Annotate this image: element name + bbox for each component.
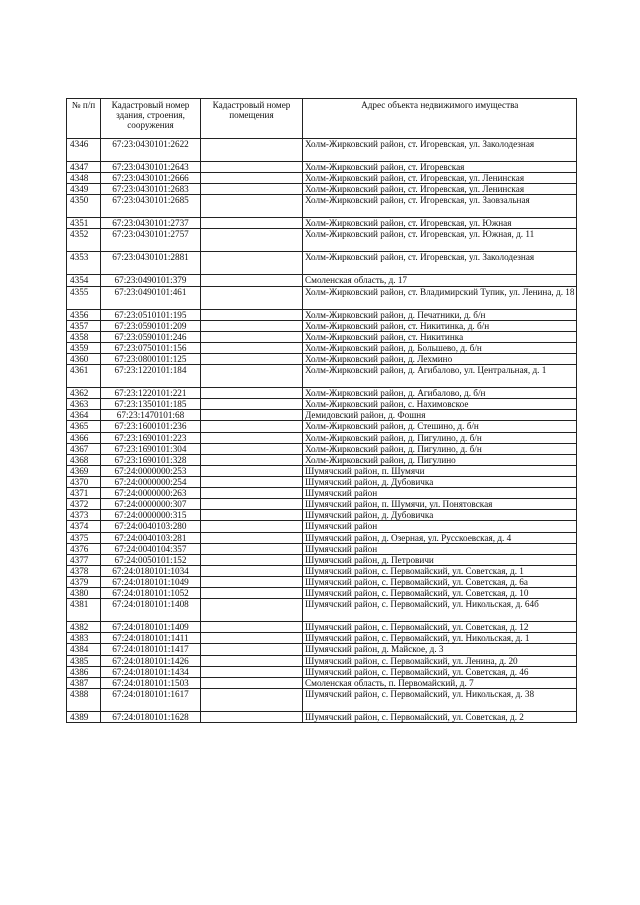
address-cell: Холм-Жирковский район, ст. Никитинка, д. б/н [303, 320, 577, 331]
room-cadastral-number [201, 252, 303, 275]
row-number: 4361 [67, 365, 101, 388]
building-cadastral-number: 67:23:0590101:209 [101, 320, 201, 331]
header-row [67, 99, 577, 139]
row-number: 4359 [67, 342, 101, 353]
building-cadastral-number: 67:24:0050101:152 [101, 554, 201, 565]
row-number: 4352 [67, 229, 101, 252]
table-row [67, 139, 577, 162]
building-cadastral-number: 67:23:0430101:2757 [101, 229, 201, 252]
row-number: 4350 [67, 195, 101, 218]
building-cadastral-number: 67:23:0510101:195 [101, 309, 201, 320]
room-cadastral-number [201, 173, 303, 184]
building-cadastral-number: 67:24:0180101:1417 [101, 644, 201, 655]
building-cadastral-number: 67:24:0180101:1628 [101, 711, 201, 722]
row-number: 4376 [67, 543, 101, 554]
building-cadastral-number: 67:24:0180101:1049 [101, 576, 201, 587]
building-cadastral-number: 67:24:0040104:357 [101, 543, 201, 554]
address-cell: Холм-Жирковский район, д. Лехмино [303, 353, 577, 364]
address-cell: Холм-Жирковский район, ст. Игоревская, ул. Заовзальная [303, 195, 577, 218]
room-cadastral-number [201, 532, 303, 543]
row-number: 4356 [67, 309, 101, 320]
row-number: 4379 [67, 576, 101, 587]
row-number: 4372 [67, 499, 101, 510]
building-cadastral-number: 67:24:0000000:253 [101, 465, 201, 476]
room-cadastral-number [201, 331, 303, 342]
address-cell: Шумячский район, с. Первомайский, ул. Никольская, д. 1 [303, 633, 577, 644]
room-cadastral-number [201, 320, 303, 331]
address-cell: Холм-Жирковский район, ст. Владимирский Тупик, ул. Ленина, д. 18 [303, 286, 577, 309]
row-number: 4377 [67, 554, 101, 565]
row-number: 4367 [67, 443, 101, 454]
table-row [67, 432, 577, 443]
table-row [67, 543, 577, 554]
table-row [67, 195, 577, 218]
address-cell: Шумячский район, с. Первомайский, ул. Советская, д. 46 [303, 666, 577, 677]
row-number: 4358 [67, 331, 101, 342]
row-number: 4371 [67, 488, 101, 499]
row-number: 4353 [67, 252, 101, 275]
address-cell: Смоленская область, п. Первомайский, д. 7 [303, 677, 577, 688]
room-cadastral-number [201, 286, 303, 309]
room-cadastral-number [201, 711, 303, 722]
address-cell: Холм-Жирковский район, д. Большево, д. б/н [303, 342, 577, 353]
address-cell: Шумячский район, с. Первомайский, ул. Никольская, д. 38 [303, 688, 577, 711]
address-cell: Шумячский район, с. Первомайский, ул. Советская, д. 12 [303, 622, 577, 633]
row-number: 4382 [67, 622, 101, 633]
room-cadastral-number [201, 499, 303, 510]
row-number: 4389 [67, 711, 101, 722]
table-row [67, 565, 577, 576]
building-cadastral-number: 67:24:0040103:281 [101, 532, 201, 543]
building-cadastral-number: 67:24:0180101:1411 [101, 633, 201, 644]
table-row [67, 488, 577, 499]
address-cell: Холм-Жирковский район, ст. Никитинка [303, 331, 577, 342]
building-cadastral-number: 67:24:0180101:1617 [101, 688, 201, 711]
row-number: 4355 [67, 286, 101, 309]
row-number: 4363 [67, 399, 101, 410]
building-cadastral-number: 67:23:1350101:185 [101, 399, 201, 410]
table-row [67, 510, 577, 521]
room-cadastral-number [201, 365, 303, 388]
building-cadastral-number: 67:23:0800101:125 [101, 353, 201, 364]
room-cadastral-number [201, 655, 303, 666]
room-cadastral-number [201, 454, 303, 465]
room-cadastral-number [201, 229, 303, 252]
building-cadastral-number: 67:24:0180101:1408 [101, 599, 201, 622]
address-cell: Шумячский район, с. Первомайский, ул. Советская, д. 10 [303, 588, 577, 599]
room-cadastral-number [201, 465, 303, 476]
table-row [67, 410, 577, 421]
building-cadastral-number: 67:23:0490101:461 [101, 286, 201, 309]
building-cadastral-number: 67:23:1220101:184 [101, 365, 201, 388]
building-cadastral-number: 67:23:1690101:223 [101, 432, 201, 443]
table-row [67, 622, 577, 633]
row-number: 4348 [67, 173, 101, 184]
building-cadastral-number: 67:24:0000000:307 [101, 499, 201, 510]
room-cadastral-number [201, 543, 303, 554]
row-number: 4360 [67, 353, 101, 364]
building-cadastral-number: 67:24:0000000:254 [101, 476, 201, 487]
room-cadastral-number [201, 633, 303, 644]
building-cadastral-number: 67:23:1220101:221 [101, 388, 201, 399]
table-row [67, 286, 577, 309]
row-number: 4384 [67, 644, 101, 655]
building-cadastral-number: 67:23:0490101:379 [101, 275, 201, 286]
table-row [67, 554, 577, 565]
building-cadastral-number: 67:24:0000000:315 [101, 510, 201, 521]
property-table [66, 98, 577, 723]
row-number: 4362 [67, 388, 101, 399]
room-cadastral-number [201, 666, 303, 677]
address-cell: Шумячский район, с. Первомайский, ул. Советская, д. 2 [303, 711, 577, 722]
address-cell: Шумячский район, д. Озерная, ул. Русскоевская, д. 4 [303, 532, 577, 543]
row-number: 4374 [67, 521, 101, 532]
table-row [67, 353, 577, 364]
room-cadastral-number [201, 644, 303, 655]
row-number: 4383 [67, 633, 101, 644]
table-row [67, 229, 577, 252]
room-cadastral-number [201, 353, 303, 364]
row-number: 4385 [67, 655, 101, 666]
room-cadastral-number [201, 139, 303, 162]
table-row [67, 443, 577, 454]
building-cadastral-number: 67:23:0430101:2881 [101, 252, 201, 275]
table-row [67, 162, 577, 173]
address-cell: Холм-Жирковский район, д. Пигулино [303, 454, 577, 465]
row-number: 4375 [67, 532, 101, 543]
table-row [67, 499, 577, 510]
address-cell: Холм-Жирковский район, д. Пигулино, д. б/н [303, 443, 577, 454]
room-cadastral-number [201, 432, 303, 443]
room-cadastral-number [201, 565, 303, 576]
table-row [67, 465, 577, 476]
room-cadastral-number [201, 388, 303, 399]
row-number: 4368 [67, 454, 101, 465]
table-row [67, 576, 577, 587]
room-cadastral-number [201, 218, 303, 229]
room-cadastral-number [201, 443, 303, 454]
header-building-cadastral: Кадастровый номер здания, строения, сооружения [101, 99, 201, 139]
table-row [67, 184, 577, 195]
row-number: 4354 [67, 275, 101, 286]
building-cadastral-number: 67:24:0180101:1434 [101, 666, 201, 677]
building-cadastral-number: 67:23:1690101:328 [101, 454, 201, 465]
building-cadastral-number: 67:24:0180101:1426 [101, 655, 201, 666]
building-cadastral-number: 67:23:0590101:246 [101, 331, 201, 342]
address-cell: Шумячский район, д. Майское, д. 3 [303, 644, 577, 655]
table-row [67, 476, 577, 487]
room-cadastral-number [201, 421, 303, 432]
row-number: 4369 [67, 465, 101, 476]
room-cadastral-number [201, 162, 303, 173]
table-row [67, 275, 577, 286]
address-cell: Холм-Жирковский район, ст. Игоревская [303, 162, 577, 173]
building-cadastral-number: 67:23:0750101:156 [101, 342, 201, 353]
building-cadastral-number: 67:23:0430101:2622 [101, 139, 201, 162]
address-cell: Демидовский район, д. Фошня [303, 410, 577, 421]
table-row [67, 688, 577, 711]
address-cell: Шумячский район, с. Первомайский, ул. Советская, д. 1 [303, 565, 577, 576]
address-cell: Холм-Жирковский район, д. Стешино, д. б/н [303, 421, 577, 432]
row-number: 4364 [67, 410, 101, 421]
header-num: № п/п [67, 99, 101, 139]
address-cell: Шумячский район, п. Шумячи, ул. Понятовская [303, 499, 577, 510]
table-row [67, 252, 577, 275]
row-number: 4365 [67, 421, 101, 432]
table-row [67, 331, 577, 342]
address-cell: Шумячский район, д. Дубовичка [303, 510, 577, 521]
row-number: 4378 [67, 565, 101, 576]
row-number: 4349 [67, 184, 101, 195]
row-number: 4347 [67, 162, 101, 173]
address-cell: Холм-Жирковский район, д. Печатники, д. б/н [303, 309, 577, 320]
room-cadastral-number [201, 677, 303, 688]
address-cell: Смоленская область, д. 17 [303, 275, 577, 286]
room-cadastral-number [201, 622, 303, 633]
header-address: Адрес объекта недвижимого имущества [303, 99, 577, 139]
table-row [67, 644, 577, 655]
table-row [67, 388, 577, 399]
row-number: 4357 [67, 320, 101, 331]
address-cell: Холм-Жирковский район, ст. Игоревская, ул. Ленинская [303, 184, 577, 195]
building-cadastral-number: 67:24:0000000:263 [101, 488, 201, 499]
table-row [67, 365, 577, 388]
room-cadastral-number [201, 410, 303, 421]
address-cell: Шумячский район [303, 521, 577, 532]
table-row [67, 532, 577, 543]
row-number: 4381 [67, 599, 101, 622]
address-cell: Шумячский район, д. Петровичи [303, 554, 577, 565]
room-cadastral-number [201, 195, 303, 218]
building-cadastral-number: 67:23:1600101:236 [101, 421, 201, 432]
room-cadastral-number [201, 309, 303, 320]
address-cell: Холм-Жирковский район, ст. Игоревская, ул. Заколодезная [303, 252, 577, 275]
building-cadastral-number: 67:23:1690101:304 [101, 443, 201, 454]
table-row [67, 599, 577, 622]
room-cadastral-number [201, 476, 303, 487]
table-row [67, 655, 577, 666]
table-row [67, 588, 577, 599]
row-number: 4351 [67, 218, 101, 229]
building-cadastral-number: 67:23:0430101:2685 [101, 195, 201, 218]
row-number: 4380 [67, 588, 101, 599]
table-row [67, 173, 577, 184]
room-cadastral-number [201, 399, 303, 410]
table-body [67, 139, 577, 723]
building-cadastral-number: 67:24:0040103:280 [101, 521, 201, 532]
address-cell: Холм-Жирковский район, ст. Игоревская, ул. Южная, д. 11 [303, 229, 577, 252]
table-row [67, 309, 577, 320]
building-cadastral-number: 67:23:0430101:2737 [101, 218, 201, 229]
address-cell: Шумячский район, с. Первомайский, ул. Ленина, д. 20 [303, 655, 577, 666]
table-row [67, 677, 577, 688]
building-cadastral-number: 67:23:1470101:68 [101, 410, 201, 421]
room-cadastral-number [201, 521, 303, 532]
table-row [67, 666, 577, 677]
table-row [67, 711, 577, 722]
address-cell: Холм-Жирковский район, ст. Игоревская, ул. Ленинская [303, 173, 577, 184]
address-cell: Холм-Жирковский район, д. Агибалово, д. б/н [303, 388, 577, 399]
row-number: 4388 [67, 688, 101, 711]
table-row [67, 342, 577, 353]
room-cadastral-number [201, 342, 303, 353]
building-cadastral-number: 67:24:0180101:1409 [101, 622, 201, 633]
room-cadastral-number [201, 554, 303, 565]
address-cell: Шумячский район [303, 488, 577, 499]
table-row [67, 521, 577, 532]
address-cell: Холм-Жирковский район, ст. Игоревская, ул. Южная [303, 218, 577, 229]
address-cell: Шумячский район, п. Шумячи [303, 465, 577, 476]
table-row [67, 320, 577, 331]
building-cadastral-number: 67:23:0430101:2666 [101, 173, 201, 184]
address-cell: Шумячский район, с. Первомайский, ул. Никольская, д. 64б [303, 599, 577, 622]
address-cell: Шумячский район, с. Первомайский, ул. Советская, д. 6а [303, 576, 577, 587]
address-cell: Шумячский район, д. Дубовичка [303, 476, 577, 487]
room-cadastral-number [201, 588, 303, 599]
building-cadastral-number: 67:23:0430101:2643 [101, 162, 201, 173]
building-cadastral-number: 67:24:0180101:1503 [101, 677, 201, 688]
address-cell: Холм-Жирковский район, д. Агибалово, ул. Центральная, д. 1 [303, 365, 577, 388]
building-cadastral-number: 67:24:0180101:1034 [101, 565, 201, 576]
table-row [67, 218, 577, 229]
room-cadastral-number [201, 510, 303, 521]
row-number: 4386 [67, 666, 101, 677]
table-row [67, 633, 577, 644]
header-room-cadastral: Кадастровый номер помещения [201, 99, 303, 139]
room-cadastral-number [201, 184, 303, 195]
row-number: 4370 [67, 476, 101, 487]
table-row [67, 421, 577, 432]
table-row [67, 454, 577, 465]
address-cell: Шумячский район [303, 543, 577, 554]
address-cell: Холм-Жирковский район, с. Нахимовское [303, 399, 577, 410]
building-cadastral-number: 67:24:0180101:1052 [101, 588, 201, 599]
address-cell: Холм-Жирковский район, д. Пигулино, д. б/н [303, 432, 577, 443]
row-number: 4366 [67, 432, 101, 443]
room-cadastral-number [201, 576, 303, 587]
table-row [67, 399, 577, 410]
room-cadastral-number [201, 688, 303, 711]
address-cell: Холм-Жирковский район, ст. Игоревская, ул. Заколодезная [303, 139, 577, 162]
room-cadastral-number [201, 599, 303, 622]
building-cadastral-number: 67:23:0430101:2683 [101, 184, 201, 195]
row-number: 4373 [67, 510, 101, 521]
row-number: 4387 [67, 677, 101, 688]
room-cadastral-number [201, 275, 303, 286]
room-cadastral-number [201, 488, 303, 499]
row-number: 4346 [67, 139, 101, 162]
